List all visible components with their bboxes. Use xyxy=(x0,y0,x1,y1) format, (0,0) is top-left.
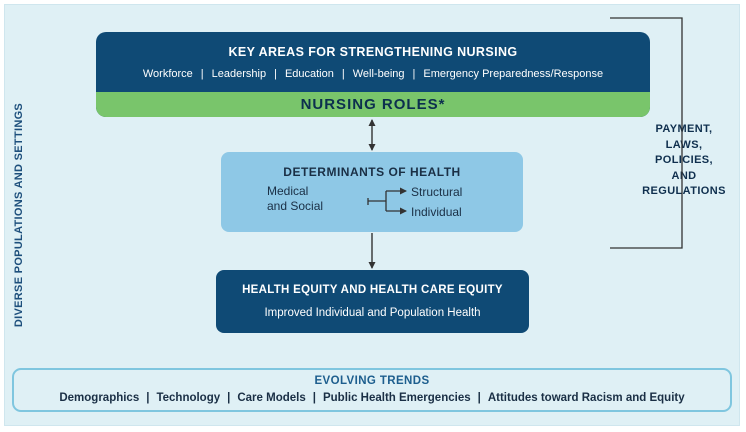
key-area-item: Leadership xyxy=(211,68,267,80)
trend-item: Technology xyxy=(156,392,221,404)
separator: | xyxy=(274,68,277,80)
determinants-left-line2: and Social xyxy=(267,199,324,213)
nursing-roles-bar: NURSING ROLES* xyxy=(96,92,650,117)
separator: | xyxy=(227,392,231,404)
determinants-structural: Structural xyxy=(411,185,463,199)
side-label-diverse-populations: DIVERSE POPULATIONS AND SETTINGS xyxy=(13,102,25,328)
determinants-title: DETERMINANTS OF HEALTH xyxy=(283,165,461,179)
payment-line: POLICIES, xyxy=(655,154,713,166)
evolving-trends-title: EVOLVING TRENDS xyxy=(314,375,430,387)
separator: | xyxy=(200,68,204,80)
payment-line: REGULATIONS xyxy=(642,185,726,197)
payment-line: AND xyxy=(671,169,697,182)
payment-bracket xyxy=(610,18,682,248)
trend-item: Attitudes toward Racism and Equity xyxy=(487,392,685,404)
key-area-item: Workforce xyxy=(142,68,193,80)
health-equity-title: HEALTH EQUITY AND HEALTH CARE EQUITY xyxy=(242,284,503,296)
payment-line: PAYMENT, xyxy=(655,123,713,135)
payment-line: LAWS, xyxy=(665,138,703,151)
separator: | xyxy=(341,68,345,80)
separator: | xyxy=(146,392,150,404)
separator: | xyxy=(477,392,481,404)
determinants-branch-connector xyxy=(368,191,406,211)
trend-item: Care Models xyxy=(237,392,306,404)
separator: | xyxy=(412,68,416,80)
key-area-item: Well-being xyxy=(352,68,405,80)
key-area-item: Education xyxy=(284,68,334,80)
health-equity-subtitle: Improved Individual and Population Health xyxy=(264,307,481,319)
determinants-individual: Individual xyxy=(411,205,462,219)
key-areas-title: KEY AREAS FOR STRENGTHENING NURSING xyxy=(228,45,518,59)
trend-item: Public Health Emergencies xyxy=(322,392,471,404)
trend-item: Demographics xyxy=(59,392,140,404)
determinants-left-line1: Medical xyxy=(267,184,309,198)
separator: | xyxy=(312,392,316,404)
key-area-item: Emergency Preparedness/Response xyxy=(423,68,604,80)
